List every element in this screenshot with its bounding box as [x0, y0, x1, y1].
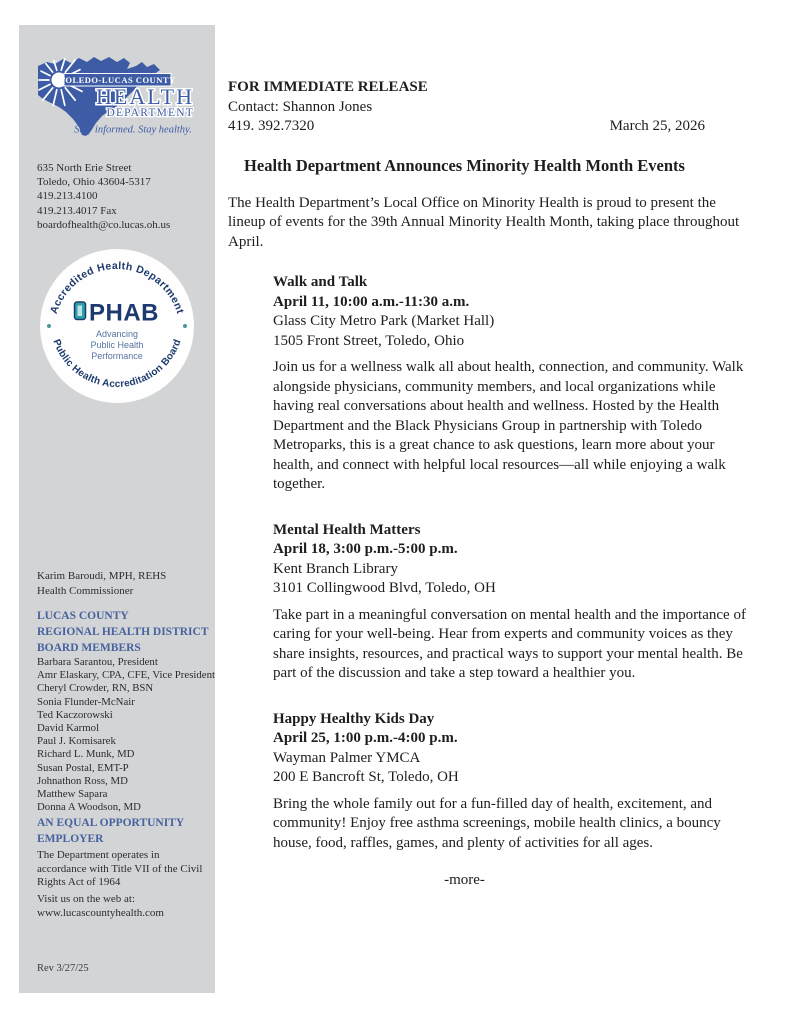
seal-arc-bottom-text: Public Health Accreditation Board: [50, 337, 184, 391]
for-immediate-release-label: FOR IMMEDIATE RELEASE: [228, 79, 428, 95]
intro-paragraph: The Health Department’s Local Office on Minority Health is proud to present the lineup of events for the 39th Annual Minority Health Month, taking place throughout April.: [228, 194, 740, 250]
website-url: www.lucascountyhealth.com: [37, 906, 164, 919]
board-heading-line: LUCAS COUNTY: [37, 610, 129, 622]
logo-department: DEPARTMENT: [106, 107, 194, 119]
board-member: Sonia Flunder-McNair: [37, 695, 135, 708]
event-datetime: April 11, 10:00 a.m.-11:30 a.m.: [273, 293, 470, 310]
website-label: Visit us on the web at:: [37, 893, 136, 905]
revision-date: Rev 3/27/25: [37, 963, 89, 974]
seal-left-dot: [47, 324, 51, 328]
board-heading-line: BOARD MEMBERS: [37, 642, 141, 654]
event-description: Take part in a meaningful conversation on mental health and the importance of caring for your well-being. Hear from experts and community voices as they share insights, resources, and practical ways to support your mental health. Be part of the discussion and take a step toward a healthier you.: [273, 606, 746, 681]
board-member: Paul J. Komisarek: [37, 735, 116, 748]
board-member: Richard L. Munk, MD: [37, 748, 135, 761]
equal-opportunity-text: The Department operates in accordance with Title VII of the Civil Rights Act of 1964: [37, 849, 203, 888]
board-member: Johnathon Ross, MD: [37, 774, 128, 787]
event-description: Bring the whole family out for a fun-filled day of health, excitement, and community! Enjoy free asthma screenings, mobile health clinics, a bouncy house, food, raffles, games, and plenty of activities for all ages.: [273, 795, 721, 851]
commissioner-name: Karim Baroudi, MPH, REHS: [37, 570, 167, 582]
event-description: Join us for a wellness walk all about health, connection, and community. Walk alongside physicians, community members, and local organizations while having real conversations about health and wellness. Hosted by the Health Department and the Black Physicians Group in partnership with Toledo Metroparks, this is a great chance to ask questions, learn more about your health, and connect with helpful local resources—all while enjoying a walk together.: [273, 359, 744, 492]
event-mental-health-matters: [273, 521, 746, 684]
board-heading-line: REGIONAL HEALTH DISTRICT: [37, 626, 209, 638]
phab-wordmark: PHAB: [89, 299, 160, 327]
phone-number: 419.213.4100: [37, 190, 98, 203]
event-datetime: April 25, 1:00 p.m.-4:00 p.m.: [273, 730, 458, 746]
board-heading: [37, 608, 209, 656]
board-member: Barbara Sarantou, President: [37, 656, 158, 668]
event-name: Mental Health Matters: [273, 521, 421, 538]
phab-accreditation-seal: [39, 248, 195, 404]
more-marker: -more-: [444, 872, 485, 888]
fax-number: 419.213.4017 Fax: [37, 204, 117, 217]
event-venue: Glass City Metro Park (Market Hall): [273, 313, 495, 329]
commissioner-block: [37, 569, 166, 598]
event-walk-and-talk: [273, 273, 746, 495]
website-block: [37, 893, 164, 920]
board-member: Matthew Sapara: [37, 788, 108, 801]
board-member: Cheryl Crowder, RN, BSN: [37, 682, 154, 695]
event-name: Happy Healthy Kids Day: [273, 710, 435, 727]
event-venue: Wayman Palmer YMCA: [273, 749, 421, 766]
seal-subtitle-line: Public Health: [90, 340, 144, 350]
event-address: 1505 Front Street, Toledo, Ohio: [273, 332, 465, 349]
event-name: Walk and Talk: [273, 274, 368, 290]
press-release-body: [228, 78, 745, 891]
release-date: March 25, 2026: [609, 118, 705, 134]
phab-flag-icon-inner: [78, 306, 83, 317]
email-address: boardofhealth@co.lucas.oh.us: [37, 218, 171, 231]
sidebar: [19, 25, 215, 993]
headline: Health Department Announces Minority Health Month Events: [244, 155, 685, 175]
contact-phone: 419. 392.7320: [228, 118, 315, 134]
board-member: Donna A Woodson, MD: [37, 801, 141, 814]
equal-opportunity-heading: AN EQUAL OPPORTUNITY EMPLOYER: [37, 817, 184, 845]
seal-arc-top-text: Accredited Health Department: [47, 259, 187, 316]
phone-date-row: [228, 117, 745, 137]
address-block: [37, 161, 170, 232]
contact-line: Contact: Shannon Jones: [228, 98, 373, 115]
event-address: 200 E Bancroft St, Toledo, OH: [273, 769, 459, 785]
seal-right-dot: [183, 324, 187, 328]
commissioner-title: Health Commissioner: [37, 584, 134, 597]
event-venue: Kent Branch Library: [273, 560, 398, 577]
address-line: 635 North Erie Street: [37, 162, 132, 174]
address-line: Toledo, Ohio 43604-5317: [37, 176, 151, 189]
logo-health: HEALTH: [96, 84, 194, 109]
seal-subtitle-line: Advancing: [95, 329, 139, 339]
events-list: [273, 273, 746, 853]
board-member: Amr Elaskary, CPA, CFE, Vice President: [37, 669, 215, 682]
board-member: Ted Kaczorowski: [37, 708, 113, 721]
logo-org-name: TOLEDO-LUCAS COUNTY: [59, 75, 176, 85]
logo-tagline: Stay informed. Stay healthy.: [74, 124, 192, 136]
board-member: Susan Postal, EMT-P: [37, 761, 129, 774]
event-address: 3101 Collingwood Blvd, Toledo, OH: [273, 580, 496, 596]
board-member: David Karmol: [37, 722, 100, 735]
board-members-list: [37, 656, 215, 814]
event-datetime: April 18, 3:00 p.m.-5:00 p.m.: [273, 541, 458, 557]
event-happy-healthy-kids-day: [273, 710, 746, 854]
health-department-logo: [35, 49, 200, 141]
seal-subtitle-line: Performance: [91, 351, 143, 361]
